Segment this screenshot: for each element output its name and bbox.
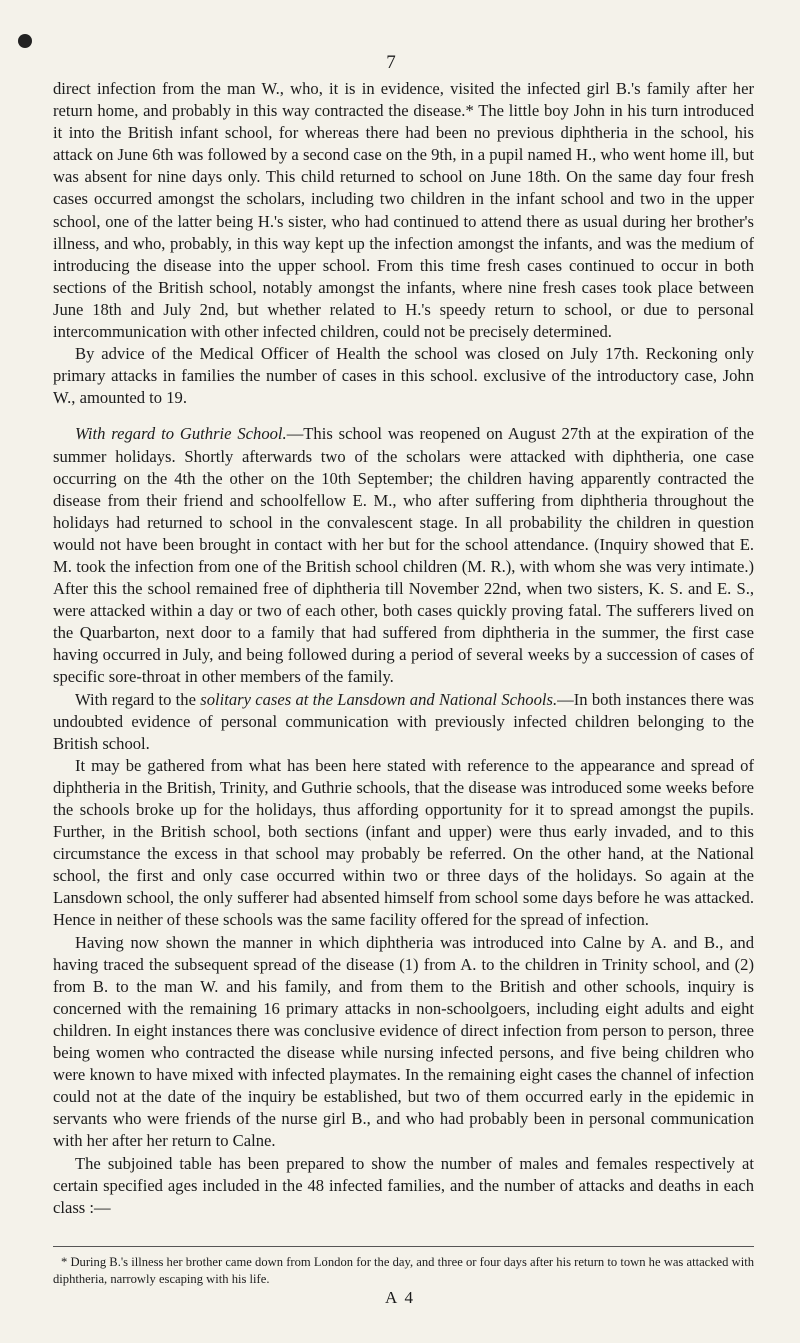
footnote: * During B.'s illness her brother came down from London for the day, and three or four days after his return to town he was attacked with diphtheria, narrowly escaping with his life. (53, 1255, 754, 1286)
paragraph-4-heading: solitary cases at the Lansdown and National Schools. (200, 689, 558, 709)
page-number: 7 (386, 52, 396, 73)
paragraph-3-heading: With regard to Guthrie School. (75, 424, 287, 444)
paragraph-6: Having now shown the manner in which diphtheria was introduced into Calne by A. and B., and having traced the subsequent spread of the disease (1) from A. to the children in Trinity school, and (2) from B. to the man W. and his family, and from them to the British and other schools, inquiry is concerned with the remaining 16 primary attacks in non-schoolgoers, including eight adults and eight children. In eight instances there was conclusive evidence of direct infection from person to person, three being women who contracted the disease while nursing infected persons, and five being children who were known to have mixed with infected playmates. In the remaining eight cases the channel of infection could not at the date of the inquiry be established, but two of them occurred early in the epidemic in servants who were friends of the nurse girl B., and who had probably been in personal communication with her after her return to Calne. (53, 932, 754, 1151)
body-text (53, 78, 754, 1219)
paragraph-2: By advice of the Medical Officer of Health the school was closed on July 17th. Reckoning only primary attacks in families the number of cases in this school. exclusive of the introductory case, John W., amounted to 19. (53, 344, 754, 408)
paragraph-4-lead: With regard to the (75, 689, 201, 709)
paragraph-4-text: —In both instances there was undoubted evidence of personal communication with previously infected children belonging to the British school. (53, 689, 754, 753)
ink-dot (18, 34, 32, 48)
paragraph-3 (53, 423, 754, 688)
footnote-divider (53, 1246, 754, 1247)
paragraph-3-text: —This school was reopened on August 27th at the expiration of the summer holidays. Shortly afterwards two of the scholars were attacked with diphtheria, one case occurring on the 4th the other on the 10th September; the children having apparently contracted the disease from their friend and schoolfellow E. M., who after suffering from diphtheria throughout the holidays had returned to school in the convalescent stage. In all probability the children in question would not have been brought in contact with her but for the school attendance. (Inquiry showed that E. M. took the infection from one of the British school children (M. R.), with whom she was very intimate.) After this the school remained free of diphtheria till November 22nd, when two sisters, K. S. and E. S., were attacked within a day or two of each other, both cases quickly proving fatal. The sufferers lived on the Quarbarton, next door to a family that had suffered from diphtheria in the summer, the first case having occurred in July, and being followed during a period of several weeks by a succession of cases of specific sore-throat in other members of the family. (53, 424, 755, 687)
paragraph-4 (53, 689, 754, 755)
paragraph-1: direct infection from the man W., who, it is in evidence, visited the infected girl B.'s family after her return home, and probably in this way contracted the disease.* The little boy John in his turn introduced it into the British infant school, for whereas there had been no previous diphtheria in the school, his attack on June 6th was followed by a second case on the 9th, in a pupil named H., who went home ill, but was absent for nine days only. This child returned to school on June 18th. On the same day four fresh cases occurred amongst the scholars, including two children in the infant school and two in the upper school, one of the latter being H.'s sister, who had continued to attend there as usual during her brother's illness, and who, probably, in this way kept up the infection amongst the infants, and was the medium of introducing the disease into the upper school. From this time fresh cases continued to occur in both sections of the British school, notably amongst the infants, where nine fresh cases took place between June 18th and July 2nd, but whether related to H.'s speedy return to school, or due to personal intercommunication with other infected children, could not be precisely determined. (53, 79, 754, 342)
paragraph-5: It may be gathered from what has been here stated with reference to the appearance and spread of diphtheria in the British, Trinity, and Guthrie schools, that the disease was introduced some weeks before the schools broke up for the holidays, thus affording opportunity for it to spread amongst the pupils. Further, in the British school, both sections (infant and upper) were thus early invaded, and to this circumstance the excess in that school may probably be referred. On the other hand, at the National school, the first and only case occurred within two or three days of the holidays. So again at the Lansdown school, the only sufferer had absented himself from school some days before he was attacked. Hence in neither of these schools was the same facility offered for the spread of infection. (53, 755, 754, 930)
paragraph-7: The subjoined table has been prepared to show the number of males and females respectively at certain specified ages included in the 48 infected families, and the number of attacks and deaths in each class :— (53, 1153, 754, 1217)
signature-mark: A 4 (384, 1288, 416, 1307)
